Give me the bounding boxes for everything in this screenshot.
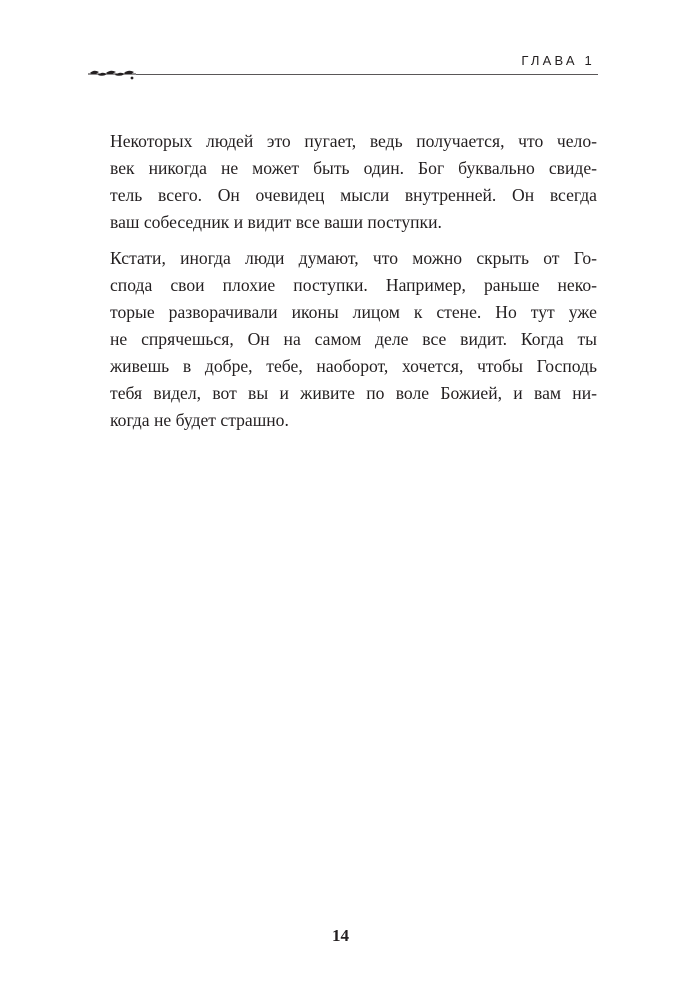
- text-line: ваш собеседник и видит все ваши поступки.: [110, 212, 442, 232]
- body-text: [110, 128, 597, 443]
- text-line: тебя видел, вот вы и живите по воле Божией, и вам ни-: [110, 383, 597, 403]
- text-line: когда не будет страшно.: [110, 410, 289, 430]
- running-head: [0, 0, 681, 90]
- vine-sprig-icon: [88, 64, 598, 84]
- text-line: тель всего. Он очевидец мысли внутренней. Он всегда: [110, 185, 597, 205]
- text-line: живешь в добре, тебе, наоборот, хочется, чтобы Господь: [110, 356, 597, 376]
- paragraph-2: [110, 245, 597, 434]
- paragraph-1: [110, 128, 597, 236]
- text-line: торые разворачивали иконы лицом к стене. Но тут уже: [110, 302, 597, 322]
- page-number: 14: [332, 926, 349, 945]
- text-line: Некоторых людей это пугает, ведь получается, что чело-: [110, 131, 597, 151]
- text-line: спода свои плохие поступки. Например, раньше неко-: [110, 275, 597, 295]
- text-line: не спрячешься, Он на самом деле все видит. Когда ты: [110, 329, 597, 349]
- chapter-label: ГЛАВА 1: [521, 53, 595, 68]
- text-line: Кстати, иногда люди думают, что можно скрыть от Го-: [110, 248, 597, 268]
- text-line: век никогда не может быть один. Бог буквально свиде-: [110, 158, 597, 178]
